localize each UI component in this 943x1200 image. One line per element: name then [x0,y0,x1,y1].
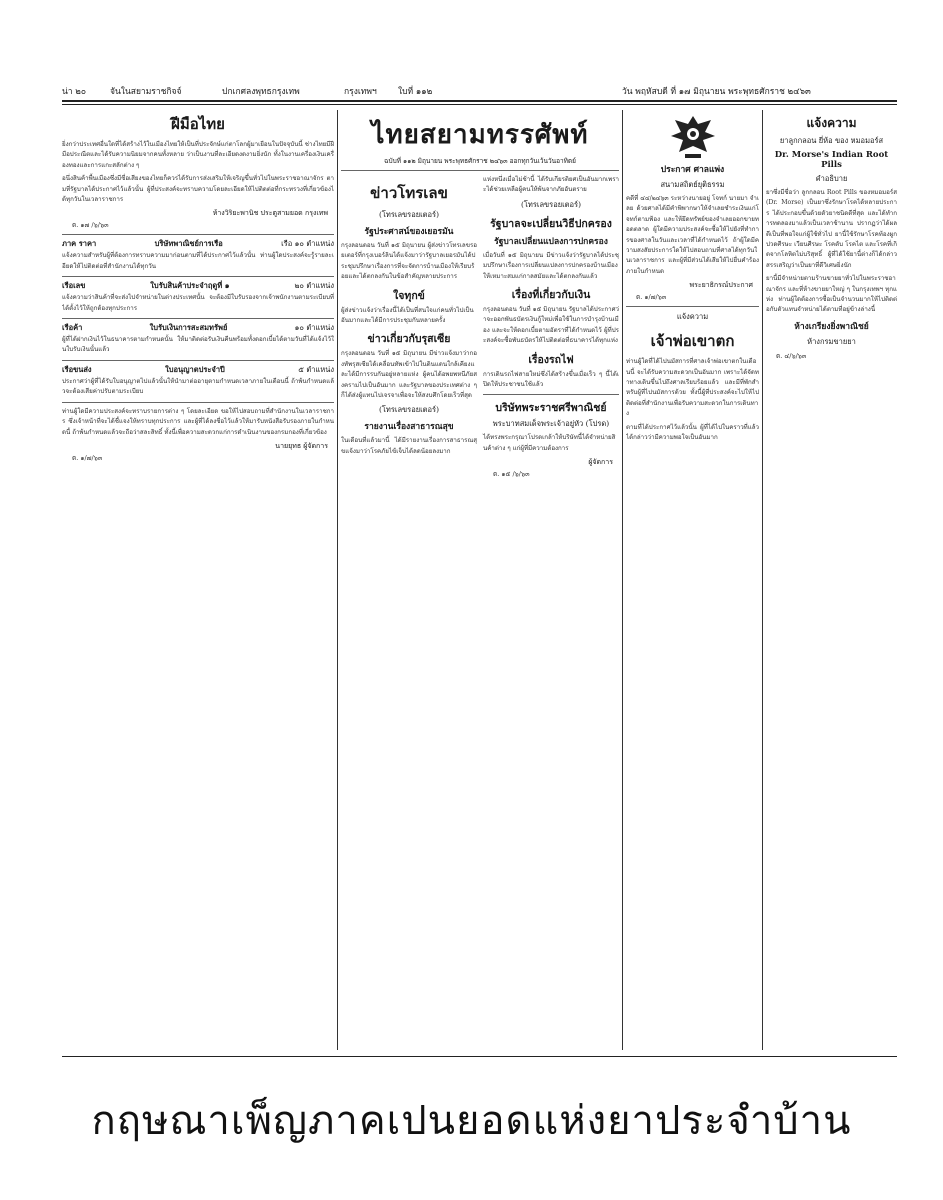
court-title: ประกาศ ศาลแพ่ง [660,165,725,175]
header-org: จันในสยามราชกิจจ์ [110,87,182,97]
classified-title: ใบอนุญาตประจำปี [165,364,225,374]
column-1 [62,110,334,1050]
classified-row [62,318,334,335]
col1-signature: นายยุทธ ผู้จัดการ [275,441,328,450]
notice-body: ท่านผู้ใดที่ได้ไปนมัสการที่ศาลเจ้าพ่อเขาตกในเดือนนี้ จะได้รับความสะดวกเป็นอันมาก เพราะได้จัดทำทางเดินขึ้นไปถึงศาลเรียบร้อยแล้ว และมีที่พักสำหรับผู้ที่ไปนมัสการด้วย ทั้งนี้ผู้ที่ประสงค์จะไปให้ไปติดต่อที่สำนักงานเพื่อรับความสะดวกในการเดินทาง [626,358,759,418]
col1-date: ต. ๑/๗/๖๓ [72,453,103,462]
article-title: ข่าวเกี่ยวกับรุสเซีย [367,333,451,346]
ad-title: บริษัทพระราชศรีพาณิชย์ [495,402,607,415]
col1-signature: ห้างวิริยะพานิช ประตูสามยอด กรุงเทพ [212,209,328,218]
court-body: คดีที่ ๔๔/๒๔๖๓ ระหว่างนายอยู่ โจทก์ นายมา จำเลย ด้วยศาลได้มีคำพิพากษาให้จำเลยชำระเงินแก่โจทก์ตามฟ้อง และให้ยึดทรัพย์ของจำเลยออกขายทอดตลาด ผู้ใดมีความประสงค์จะซื้อให้ไปยังที่ทำการของศาลในวันและเวลาที่ได้กำหนดไว้ ถ้าผู้ใดมีความสงสัยประการใดให้ไปสอบถามที่ศาลได้ทุกวันในเวลาราชการ และผู้ที่มีส่วนได้เสียให้ไปยื่นคำร้องภายในกำหนด [626,195,759,275]
column-4 [766,110,897,1050]
article-title: เรื่องรถไฟ [528,353,574,366]
court-signature: พระยาธิกรณ์ประกาศ [689,281,753,290]
classified-price: ๑๐ ตำแหน่ง [294,323,334,333]
header-rule [62,100,897,102]
ad-subtitle: คำอธิบาย [815,174,848,183]
classified-label: ภาค ราคา [62,239,97,249]
section-subtitle: (โทรเลขรอยเตอร์) [378,210,440,219]
column-2 [341,110,619,1050]
header-issue: ใบที่ ๑๑๒ [398,87,433,97]
column-3 [626,110,759,1050]
col1-date: ต. ๑๗ /๖/๖๓ [72,221,109,230]
classified-label: เรือค้า [62,323,83,333]
article-title: รัฐบาลจะเปลี่ยนวิธีปกครอง [490,217,612,230]
column-2-right [483,175,619,482]
ad-heading: แจ้งความ [806,116,857,130]
article-body: ผู้ส่งข่าวแจ้งว่าเรื่องนี้ได้เป็นที่สนใจแก่คนทั่วไปเป็นอันมากและได้มีการประชุมกันหลายครั้ง [341,306,474,325]
ad-product-name: Dr. Morse's Indian Root Pills [774,150,889,170]
header-page-number: น่า ๒๐ [62,87,87,97]
article-title: ใจทุกข์ [393,289,425,302]
classified-text: แจ้งความว่าสินค้าที่จะส่งไปจำหน่ายในต่างประเทศนั้น จะต้องมีใบรับรองจากเจ้าพนักงานตามระเบียบที่ได้ตั้งไว้ให้ถูกต้องทุกประการ [62,294,334,312]
court-subtitle: สนามสถิตย์ยุติธรรม [660,180,725,189]
article-body: ในเดือนที่แล้วมานี้ ได้มีรายงานเรื่องการสาธารณสุขแจ้งมาว่าโรคภัยไข้เจ็บได้ลดน้อยลงมาก [341,437,477,455]
classified-price: ๕ ตำแหน่ง [298,364,334,374]
article-title: รายงานเรื่องสาธารณสุข [364,422,454,433]
classified-title: บริษัทพาณิชย์การเรือ [154,239,223,249]
column-2-split [341,175,619,482]
classified-price: ๒๐ ตำแหน่ง [294,281,334,291]
masthead-subtitle: ฉบับที่ ๑๑๒ มิถุนายน พระพุทธศักราช ๒๔๖๓ ออกทุกวันเว้นวันอาทิตย์ [384,157,576,165]
section-title: ข่าวโทรเลข [370,184,448,202]
ad-date: ต. ๑๕ /๖/๖๓ [493,470,530,479]
divider [341,170,619,171]
column-divider [337,110,338,1050]
divider [483,394,619,395]
section-subtitle: (โทรเลขรอยเตอร์) [520,199,582,209]
header-note: ปกเกศลงพุทธกรุงเทพ [222,87,300,97]
classified-price: เรือ ๑๐ ตำแหน่ง [281,239,334,249]
article-body: กรุงลอนดอน วันที่ ๑๕ มิถุนายน ผู้ส่งข่าวโทรเลขรอยเตอร์ที่กรุงเบอร์ลินได้แจ้งมาว่ารัฐบาลเยอรมันได้ประชุมปรึกษาเรื่องการที่จะจัดการบ้านเมืองให้เรียบร้อยและได้ตกลงกันในข้อสำคัญหลายประการ [341,242,477,281]
notice-title: เจ้าพ่อเขาตก [650,332,735,351]
classified-title: ใบรับสินค้าประจำฤดูที่ ๑ [150,281,230,291]
col1-body: อนึ่งสินค้าพื้นเมืองซึ่งมีชื่อเสียงของไทยก็ควรได้รับการส่งเสริมให้เจริญขึ้นทั่วไปในพระราชอาณาจักร ตามที่รัฐบาลได้ประกาศไว้แล้วนั้น ผู้ที่ประสงค์จะทราบความโดยละเอียดให้ไปติดต่อที่กระทรวงที่เกี่ยวข้องได้ทุกวันในเวลาราชการ [62,175,334,204]
ad-subtitle: ยาลูกกลอน ยี่ห้อ ของ หมอมอร์ส [779,136,884,145]
article-body: กรุงลอนดอน วันที่ ๑๕ มิถุนายน มีข่าวแจ้งมาว่ากองทัพรุสเซียได้เคลื่อนทัพเข้าไปในดินแดนใกล้เคียงและได้มีการรบกันอยู่หลายแห่ง ผู้คนได้อพยพหนีภัยสงครามไปเป็นอันมาก และรัฐบาลของประเทศต่าง ๆ ก็ได้ส่งผู้แทนไปเจรจาเพื่อจะให้สงบศึกโดยเร็วที่สุด [341,350,477,400]
ad-body: ยานี้มีจำหน่ายตามร้านขายยาทั่วไปในพระราชอาณาจักร และที่ห้างขายยาใหญ่ ๆ ในกรุงเทพฯ ทุกแห่ง ท่านผู้ใดต้องการซื้อเป็นจำนวนมากให้ไปติดต่อกับตัวแทนจำหน่ายได้ตามที่อยู่ข้างล่างนี้ [766,275,897,314]
classified-label: เรือขนส่ง [62,364,92,374]
article-body: แห่งหนึ่งเมื่อไม่ช้านี้ ได้รับเกียรติยศเป็นอันมากเพราะได้ช่วยเหลือผู้คนให้พ้นจากภัยอันตราย [483,176,619,194]
garuda-seal-icon [667,112,719,160]
column-divider [762,110,763,1050]
classified-text: ประกาศว่าผู้ที่ได้รับใบอนุญาตไปแล้วนั้นให้นำมาต่ออายุตามกำหนดเวลาภายในเดือนนี้ ถ้าพ้นกำหนดแล้วจะต้องเสียค่าปรับตามระเบียบ [62,377,334,396]
divider [62,402,334,403]
col1-title: ฝีมือไทย [171,115,225,133]
column-2-left [341,175,477,482]
footer-rule [62,1056,897,1057]
notice-label: แจ้งความ [676,312,709,322]
article-body: เมื่อวันที่ ๑๕ มิถุนายน มีข่าวแจ้งว่ารัฐบาลได้ประชุมปรึกษาเรื่องการเปลี่ยนแปลงการปกครองบ้านเมืองให้เหมาะสมแก่กาลสมัยและได้ตกลงกันแล้ว [483,251,619,280]
page-header [62,84,897,98]
col1-body: ท่านผู้ใดมีความประสงค์จะทราบรายการต่าง ๆ โดยละเอียด ขอให้ไปสอบถามที่สำนักงานในเวลาราชการ ซึ่งเจ้าหน้าที่จะได้ชี้แจงให้ทราบทุกประการ และผู้ที่ได้ลงชื่อไว้แล้วให้มารับหนังสือรับรองภายในกำหนดนี้ ถ้าพ้นกำหนดแล้วจะถือว่าสละสิทธิ์ ทั้งนี้เพื่อความสะดวกแก่การดำเนินงานของกรมกองที่เกี่ยวข้อง [62,407,334,436]
header-place: กรุงเทพฯ [344,87,377,97]
classified-title: ใบรับเงินการสะสมทรัพย์ [149,323,228,333]
classified-text: ผู้ที่ได้ฝากเงินไว้ในธนาคารตามกำหนดนั้น ให้มาติดต่อรับเงินคืนพร้อมทั้งดอกเบี้ยได้ตามวันที่ได้แจ้งไว้ในใบรับเงินนั้นแล้ว [62,336,334,354]
ad-signature: ห้างกรมขายยา [807,336,856,346]
newspaper-page [62,78,897,1068]
ad-signature: ผู้จัดการ [588,458,613,467]
classified-row [62,234,334,251]
classified-text: แจ้งความสำหรับผู้ที่ต้องการทราบความมาก่อนตามที่ได้ประกาศไว้แล้วนั้น ท่านผู้ใดประสงค์จะรู้รายละเอียดให้ไปติดต่อที่สำนักงานได้ทุกวัน [62,252,334,270]
ad-body: ยาซึ่งมีชื่อว่า ลูกกลอน Root Pills ของหมอมอร์ส (Dr. Morse) เป็นยาซึ่งรักษาโรคได้หลายประการ ได้ประกอบขึ้นด้วยตัวยาชนิดดีที่สุด และได้ทำการทดลองมาแล้วเป็นเวลาช้านาน ปรากฏว่าได้ผลดีเป็นที่พอใจแก่ผู้ใช้ทั่วไป ยานี้ใช้รักษาโรคท้องผูก ปวดศีรษะ เวียนศีรษะ โรคตับ โรคไต และโรคที่เกิดจากโลหิตไม่บริสุทธิ์ ผู้ที่ได้ใช้ยานี้ต่างก็ได้กล่าวสรรเสริญว่าเป็นยาที่ดีวิเศษยิ่งนัก [766,189,897,269]
header-rule-thin [62,104,897,105]
article-body: กรุงลอนดอน วันที่ ๑๕ มิถุนายน รัฐบาลได้ประกาศว่าจะออกพันธบัตรเงินกู้ใหม่เพื่อใช้ในการบำรุงบ้านเมือง และจะให้ดอกเบี้ยตามอัตราที่ได้กำหนดไว้ ผู้ที่ประสงค์จะซื้อพันธบัตรให้ไปติดต่อที่ธนาคารได้ทุกแห่ง [483,306,619,345]
header-date: วัน พฤหัสบดี ที่ ๑๗ มิถุนายน พระพุทธศักราช ๒๔๖๓ [622,87,811,97]
article-title: เรื่องที่เกี่ยวกับเงิน [511,289,591,302]
court-date: ต. ๑/๗/๖๓ [636,293,667,302]
section-subtitle: (โทรเลขรอยเตอร์) [378,405,440,415]
notice-body: ตามที่ได้ประกาศไว้แล้วนั้น ผู้ที่ได้ไปในคราวที่แล้วได้กล่าวว่ามีความพอใจเป็นอันมาก [626,423,759,442]
footer-slogan: กฤษณาเพ็ญภาคเปนยอดแห่งยาประจำบ้าน [91,1098,852,1144]
ad-date: ต. ๔/๖/๖๓ [776,351,807,360]
classified-label: เรือเลข [62,281,86,291]
article-title: รัฐประศาสน์ของเยอรมัน [364,227,454,237]
masthead: ไทยสยามทรรศัพท์ [371,120,589,150]
classified-row [62,276,334,293]
ad-signature: ห้างเกรียงยิ่งพาณิชย์ [794,321,869,332]
article-title: รัฐบาลเปลี่ยนแปลงการปกครอง [494,236,608,247]
ad-body: ได้ทรงพระกรุณาโปรดเกล้าให้บริษัทนี้ได้จำหน่ายสินค้าต่าง ๆ แก่ผู้ที่มีความต้องการ [483,434,616,452]
column-divider [622,110,623,1050]
article-body: การเดินรถไฟสายใหม่ซึ่งได้สร้างขึ้นเมื่อเร็ว ๆ นี้ได้เปิดให้ประชาชนใช้แล้ว [483,370,619,389]
divider [626,306,759,307]
classified-row [62,360,334,377]
col1-body: ยิ่งกว่าประเทศอื่นใดที่ได้สร้างไว้ในเมืองไทยให้เป็นที่ประจักษ์แก่ตาโลกผู้มาเยือนในปัจจุบันนี้ ช่างไทยมีฝีมือประณีตและได้รับความนิยมจากคนทั้งหลาย ว่าเป็นงานที่ละเอียดงดงามยิ่งนัก ทั้งในงานเครื่องเงินเครื่องทองและการแกะสลักต่าง ๆ [62,141,334,169]
ad-subtitle: พระบาทสมเด็จพระเจ้าอยู่หัว (โปรด) [492,419,610,429]
